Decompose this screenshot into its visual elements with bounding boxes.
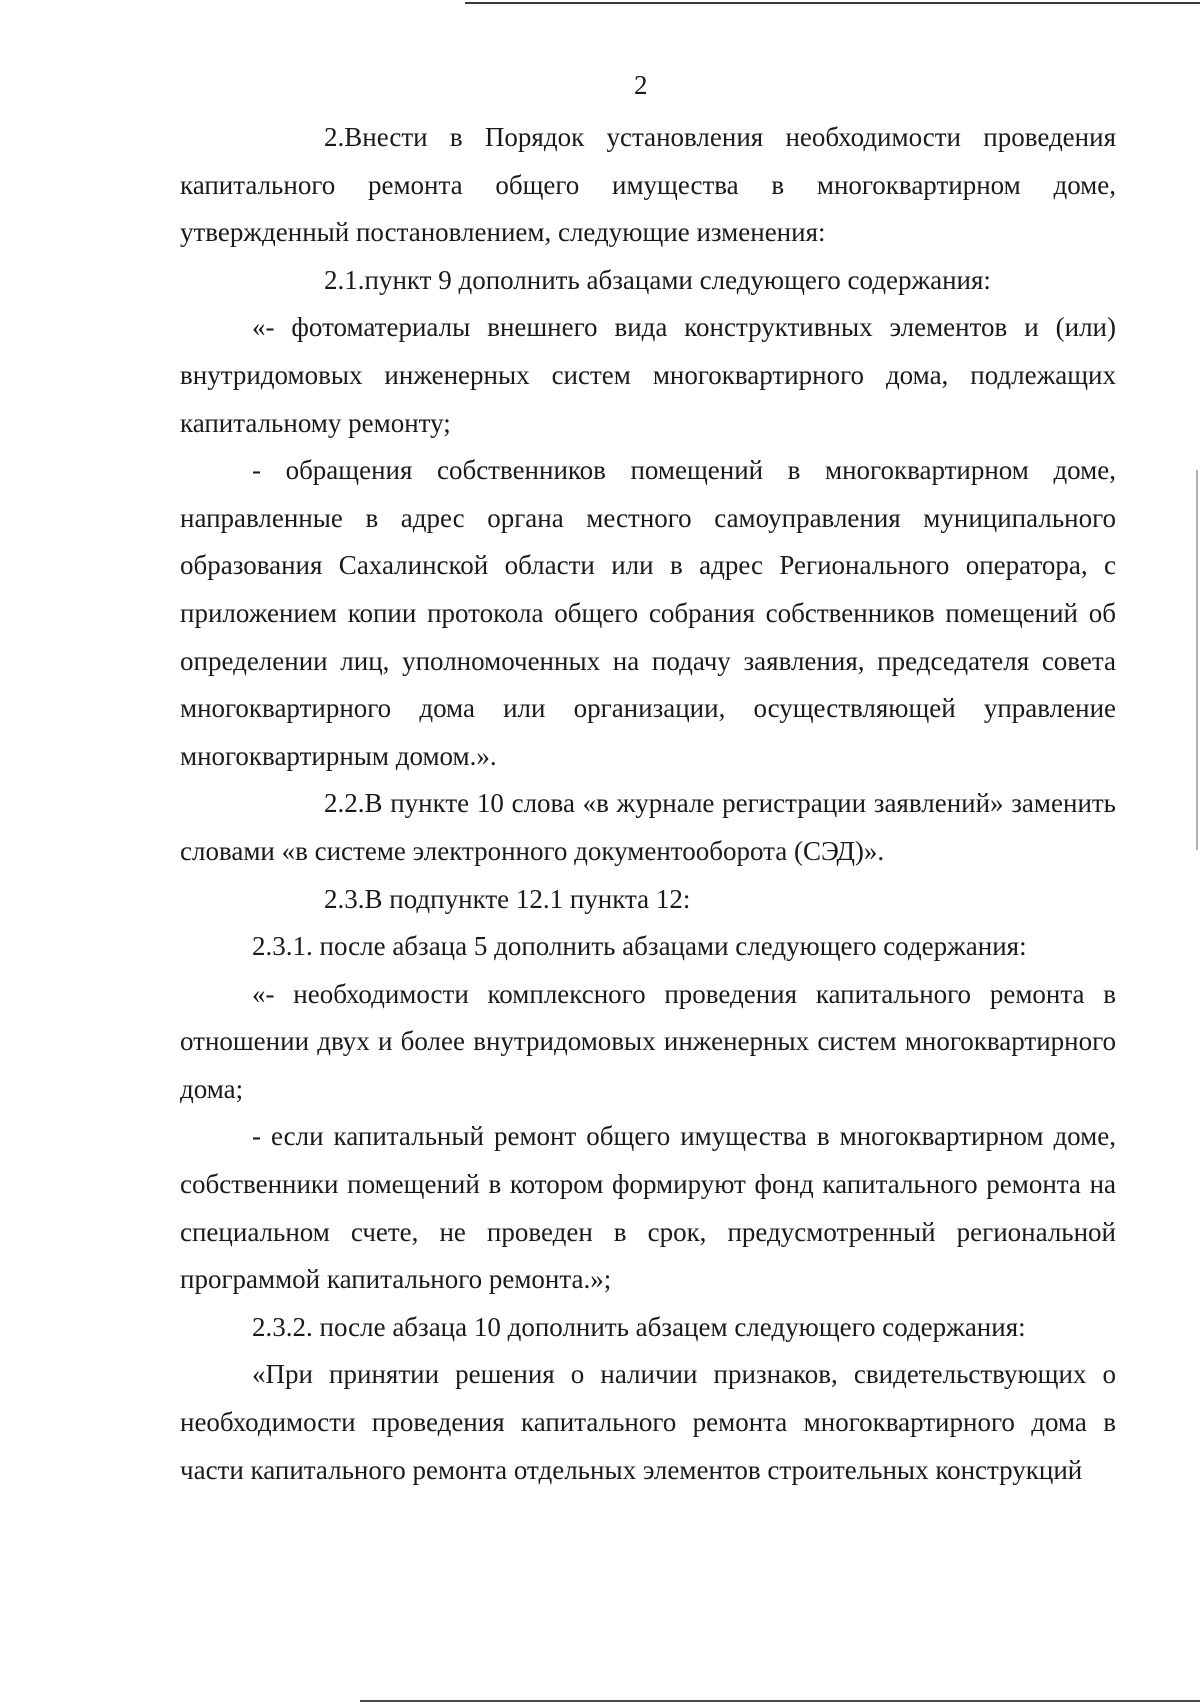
paragraph-2-2 [180,780,1116,875]
paragraph-number: 2.2. [324,788,365,819]
scan-edge-right [1196,470,1198,850]
paragraph-text: «- фотоматериалы внешнего вида конструктивных элементов и (или) внутридомовых инженерных систем многоквартирного дома, подлежащих капитальному ремонту; [180,312,1116,438]
paragraph-2-1 [180,257,1116,305]
paragraph-text: Внести в Порядок установления необходимости проведения капитального ремонта общего имущества в многоквартирном доме, утвержденный постановлением, следующие изменения: [180,122,1116,248]
paragraph-text: «- необходимости комплексного проведения капитального ремонта в отношении двух и более внутридомовых инженерных систем многоквартирного дома; [180,978,1116,1104]
paragraph-complex-repair [180,971,1116,1114]
paragraph-text: В подпункте 12.1 пункта 12: [364,883,691,914]
paragraph-2-3 [180,876,1116,924]
paragraph-text: В пункте 10 слова «в журнале регистрации заявлений» заменить словами «в системе электронного документооборота (СЭД)». [180,788,1116,866]
scan-edge-top [465,2,1200,4]
paragraph-owner-requests [180,447,1116,780]
paragraph-number: 2.1. [324,264,365,295]
paragraph-number: 2. [324,122,345,152]
paragraph-2-3-2 [180,1304,1116,1352]
paragraph-text: «При принятии решения о наличии признаков, свидетельствующих о необходимости проведения капитального ремонта многоквартирного дома в части капитального ремонта отдельных элементов строительных конструкций [180,1359,1116,1485]
page-number: 2 [634,70,648,100]
scan-edge-bottom [360,1700,1200,1702]
paragraph-2 [180,114,1116,257]
paragraph-special-account [180,1113,1116,1303]
paragraph-text: - если капитальный ремонт общего имущества в многоквартирном доме, собственники помещений в котором формируют фонд капитального ремонта на специальном счете, не проведен в срок, предусмотренный региональной программой капитального ремонта.»; [180,1121,1116,1295]
paragraph-text: - обращения собственников помещений в многоквартирном доме, направленные в адрес органа местного самоуправления муниципального образования Сахалинской области или в адрес Регионального оператора, с приложением копии протокола общего собрания собственников помещений об определении лиц, уполномоченных на подачу заявления, председателя совета многоквартирного дома или организации, осуществляющей управление многоквартирным домом.». [180,455,1116,771]
paragraph-2-3-1 [180,923,1116,971]
paragraph-text: пункт 9 дополнить абзацами следующего содержания: [364,264,991,295]
paragraph-photomaterials [180,304,1116,447]
paragraph-number: 2.3. [324,883,365,914]
document-body [180,114,1116,1494]
paragraph-text: 2.3.2. после абзаца 10 дополнить абзацем следующего содержания: [252,1311,1026,1342]
paragraph-decision-criteria [180,1351,1116,1494]
paragraph-text: 2.3.1. после абзаца 5 дополнить абзацами следующего содержания: [252,931,1027,962]
